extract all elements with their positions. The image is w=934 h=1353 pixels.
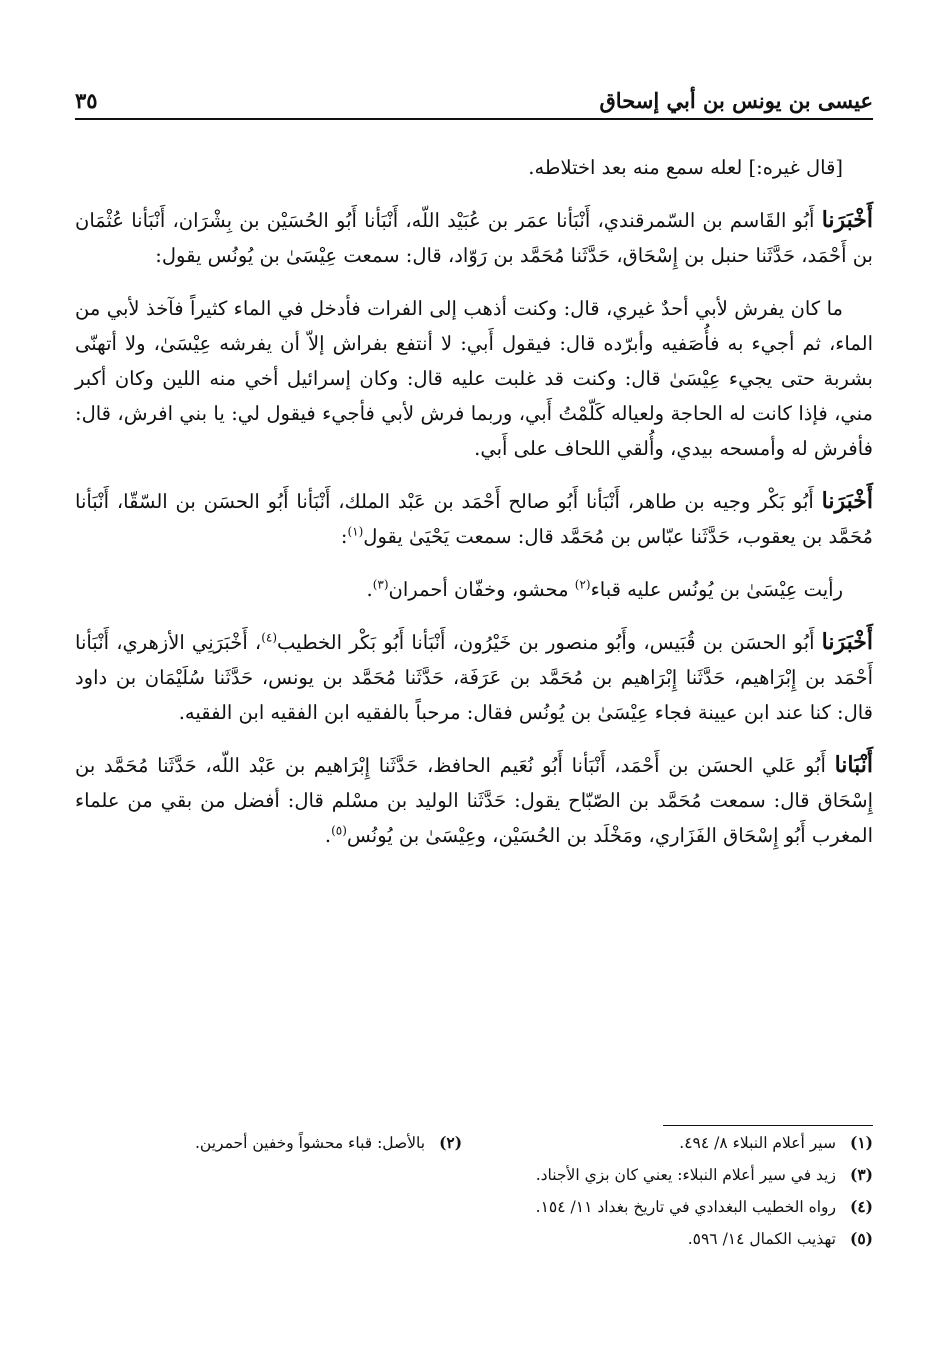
footnote-marker: (٢): [574, 577, 591, 592]
paragraph-narration-1: [75, 291, 873, 466]
footnote-number: (٥): [849, 1229, 873, 1248]
paragraph-text: رأيت عِيْسَىٰ بن يُونُس عليه قباء: [590, 578, 843, 601]
footnotes: [75, 1127, 873, 1255]
paragraph-tail: .: [324, 824, 332, 847]
page-number: ٣٥: [75, 88, 98, 113]
paragraph-narration-2: [75, 572, 873, 607]
paragraph-intro: [75, 150, 873, 185]
footnote-2: [195, 1127, 462, 1159]
paragraph-tail: ، أَخْبَرَنِي الأزهري، أَنْبَأنا أَحْمَد بن إِبْرَاهيم، حَدَّثَنا إِبْرَاهيم بن مُحَمَّد بن عَرَفَة، حَدَّثَنا مُحَمَّد بن يونس، حَدَّثَنا سُلَيْمَان بن داود قال: كنا عند ابن عيينة فجاء عِيْسَىٰ بن يُونُس فقال: مرحباً بالفقيه ابن الفقيه ابن الفقيه.: [75, 631, 873, 724]
footnote-text: تهذيب الكمال ١٤/ ٥٩٦.: [687, 1230, 836, 1248]
footnote-marker: (١): [347, 524, 364, 539]
paragraph-isnad-1: [75, 203, 873, 273]
footnote-marker: (٣): [372, 577, 389, 592]
footnote-3: [75, 1159, 873, 1191]
paragraph-text: أَبُو بَكْر وجيه بن طاهر، أَنْبَأنا أَبُو صالح أَحْمَد بن عَبْد الملك، أَنْبَأنا أَبُو الحسَن بن السّقّا، أَنْبَأنا مُحَمَّد بن يعقوب، حَدَّثَنا عبّاس بن مُحَمَّد قال: سمعت يَحْيَىٰ يقول: [75, 490, 873, 548]
footnote-text: سير أعلام النبلاء ٨/ ٤٩٤.: [679, 1134, 836, 1152]
page-header: [75, 78, 873, 120]
footnote-number: (٤): [849, 1197, 873, 1216]
paragraph-text: أَبُو القَاسم بن السّمرقندي، أَنْبَأنا عمَر بن عُبَيْد اللّه، أَنْبَأنا أَبُو الحُسَيْن بن بِشْرَان، أَنْبَأنا عُثْمَان بن أَحْمَد، حَدَّثَنا حنبل بن إِسْحَاق، حَدَّثَنا مُحَمَّد بن رَوّاد، قال: سمعت عِيْسَىٰ بن يُونُس يقول:: [75, 209, 873, 267]
isnad-lead-word: أَخْبَرَنا: [821, 488, 873, 514]
footnote-row-1: [75, 1127, 873, 1159]
paragraph-isnad-2: [75, 484, 873, 554]
isnad-lead-word: أَخْبَرَنا: [821, 207, 874, 233]
paragraph-text: أَبُو عَلي الحسَن بن أَحْمَد، أَنْبَأنا أَبُو نُعَيم الحافظ، حَدَّثَنا إِبْرَاهيم بن عَبْد اللّه، حَدَّثَنا مُحَمَّد بن إِسْحَاق قال: سمعت مُحَمَّد بن الصّبّاح يقول: حَدَّثَنا الوليد بن مسْلم قال: أفضل من بقي من علماء المغرب أَبُو إِسْحَاق الفَزَاري، ومَخْلَد بن الحُسَيْن، وعِيْسَىٰ بن يُونُس: [75, 754, 873, 847]
paragraph-isnad-4: [75, 748, 873, 853]
footnote-4: [75, 1191, 873, 1223]
running-title: عيسى بن يونس بن أبي إسحاق: [599, 88, 873, 113]
paragraph-tail: :: [340, 525, 348, 548]
footnote-text: بالأصل: قباء محشواً وخفين أحمرين.: [195, 1134, 426, 1152]
isnad-lead-word: أَخْبَرَنا: [821, 629, 873, 655]
isnad-lead-word: أَنْبَانا: [834, 752, 873, 778]
footnote-number: (١): [849, 1133, 873, 1152]
footnote-text: زيد في سير أعلام النبلاء: يعني كان بزي الأجناد.: [535, 1166, 836, 1184]
footnote-marker: (٤): [261, 630, 278, 645]
footnote-number: (٢): [439, 1133, 463, 1152]
footnote-marker: (٥): [331, 823, 347, 838]
paragraph-text: ما كان يفرش لأبي أحدٌ غيري، قال: وكنت أذهب إلى الفرات فأدخل في الماء كثيراً فآخذ لأبي من الماء، ثم أجيء به فأُصَفيه وأبرّده قال: فيقول أَبي: لا أنتفع بفراش إلاّ أن يفرشه عِيْسَىٰ، ولا أتهنّى بشربة حتى يجيء عِيْسَىٰ قال: وكنت قد غلبت عليه قال: وكان إسرائيل أخي منه اللين وكان أكبر مني، فإذا كانت له الحاجة ولعياله كَلّمْتُ أَبي، وربما فرش لأبي فأجيء فيقول لي: يا بني افرش، قال: فأفرش له وأمسحه بيدي، وأُلقي اللحاف على أَبي.: [75, 297, 873, 460]
main-text: [75, 150, 873, 853]
footnote-text: رواه الخطيب البغدادي في تاريخ بغداد ١١/ ١٥٤.: [535, 1198, 836, 1216]
paragraph-isnad-3: [75, 625, 873, 730]
footnote-5: [75, 1223, 873, 1255]
footnote-number: (٣): [849, 1165, 873, 1184]
footnote-divider: [663, 1125, 873, 1126]
paragraph-text: [قال غيره:] لعله سمع منه بعد اختلاطه.: [528, 156, 843, 179]
paragraph-tail: .: [366, 578, 373, 601]
paragraph-text: أَبُو الحسَن بن قُبَيس، وأَبُو منصور بن خَيْرُون، أَنْبَأنا أَبُو بَكْر الخطيب: [277, 631, 815, 654]
paragraph-tail: محشو، وخفّان أحمران: [388, 578, 575, 601]
